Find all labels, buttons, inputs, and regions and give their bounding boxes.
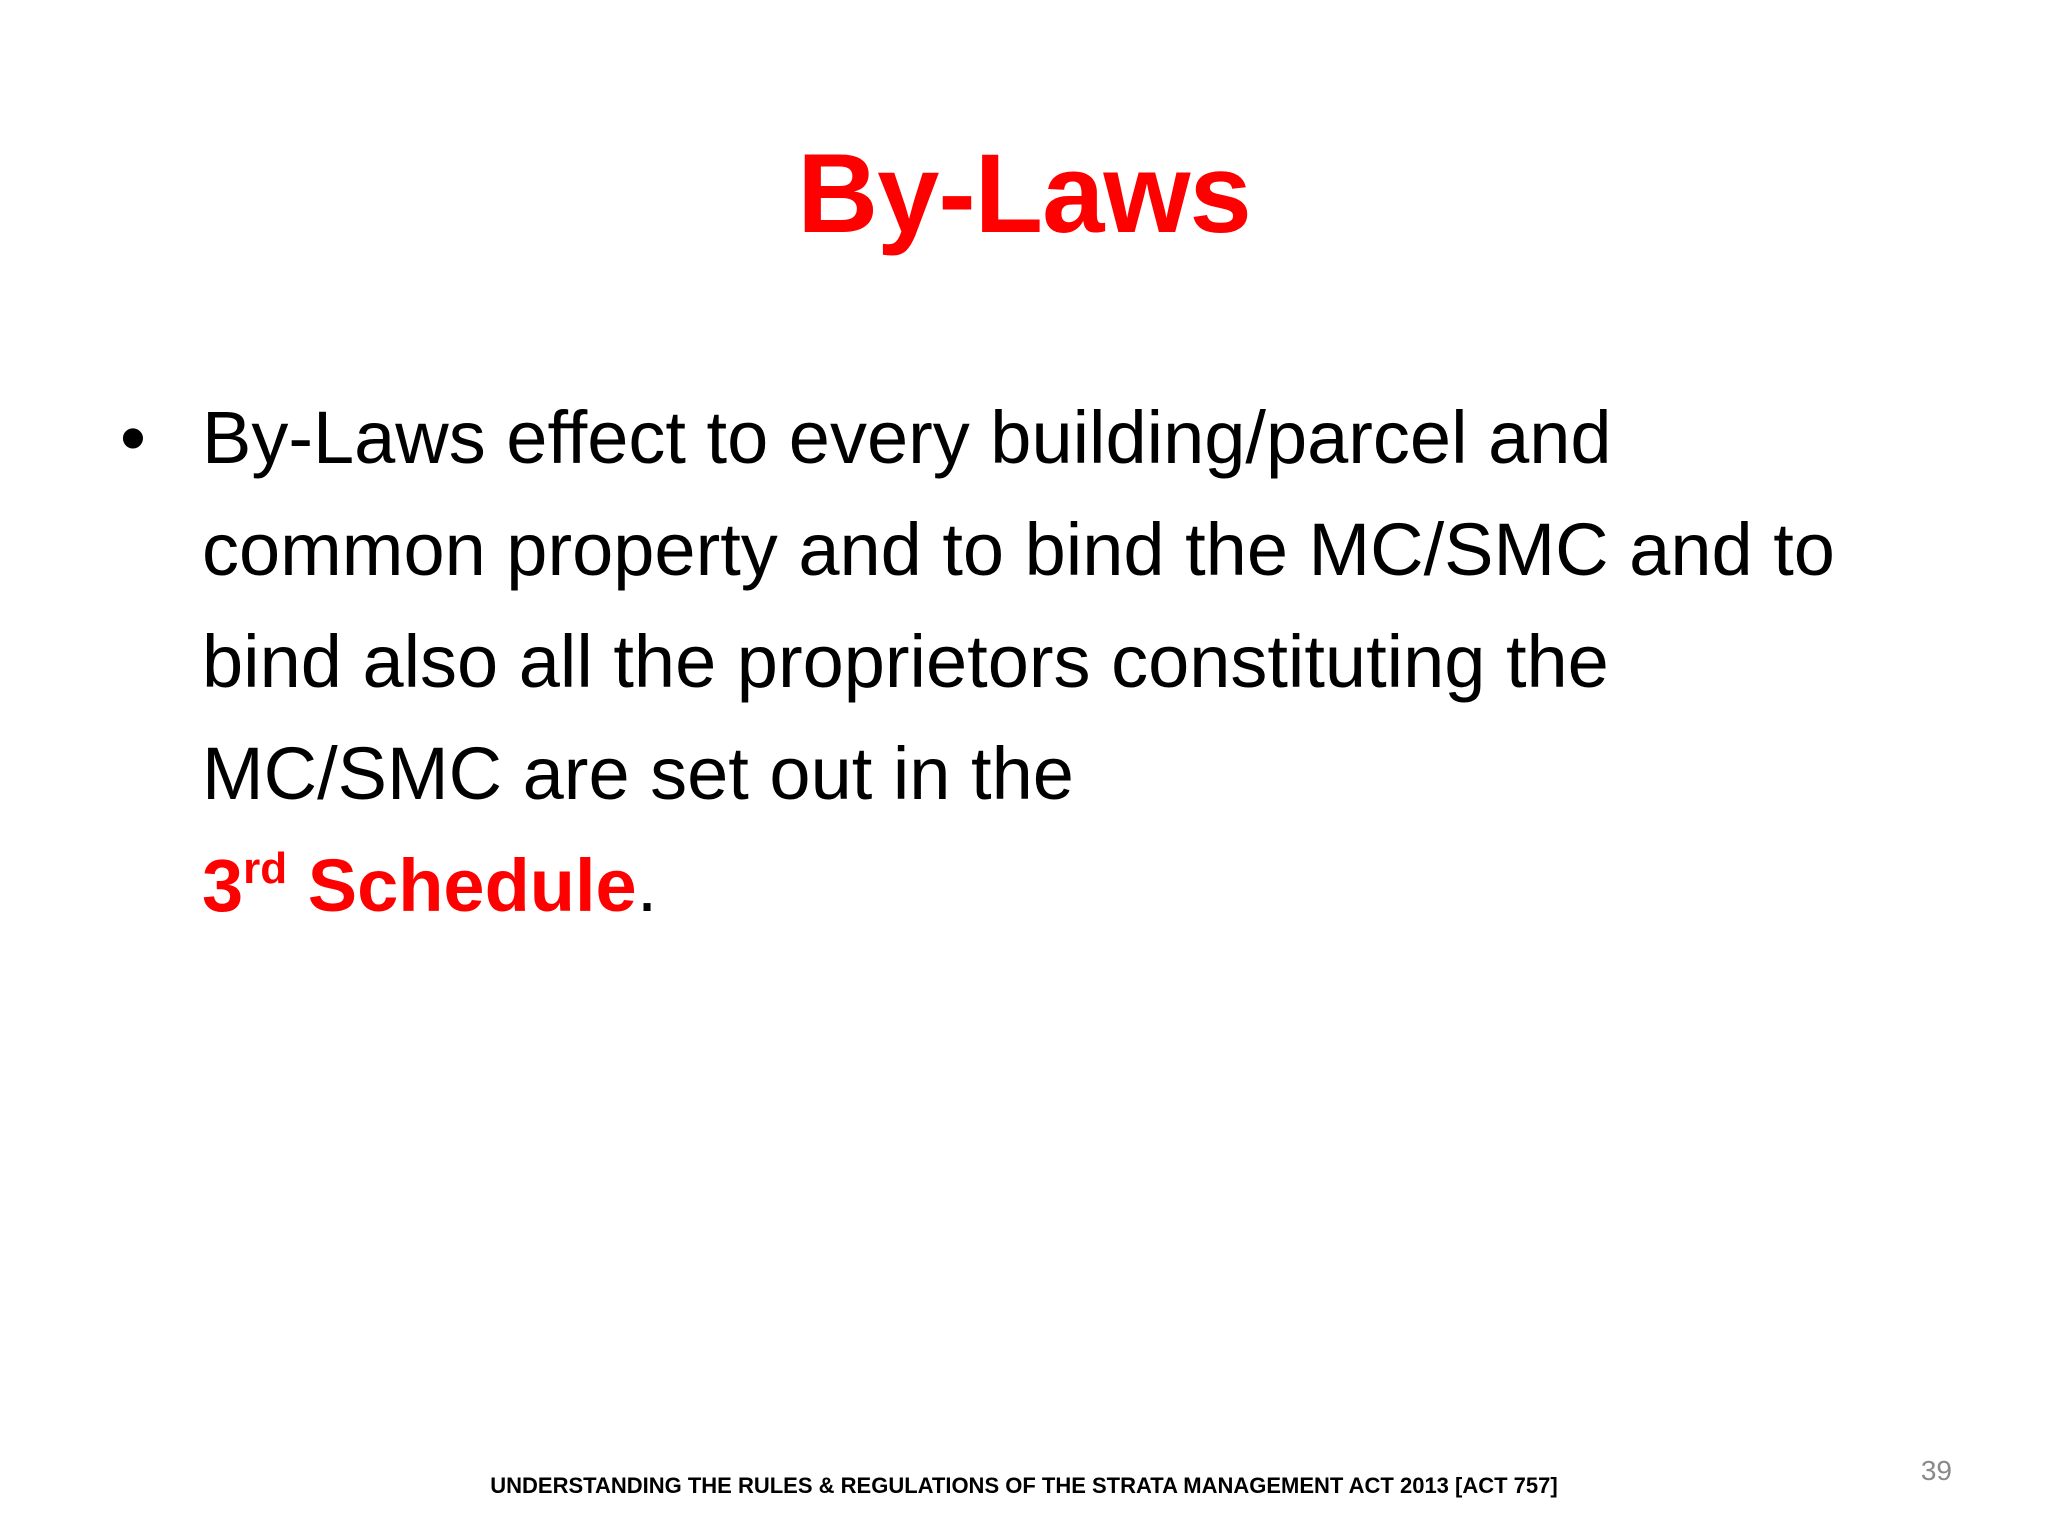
schedule-ordinal-suffix: rd [243, 844, 288, 893]
bullet-icon: • [120, 396, 146, 479]
schedule-highlight [202, 844, 637, 927]
sentence-end: . [636, 844, 658, 927]
slide-footer: UNDERSTANDING THE RULES & REGULATIONS OF THE STRATA MANAGEMENT ACT 2013 [ACT 757] [490, 1473, 1558, 1498]
schedule-word: Schedule [307, 844, 637, 927]
slide-title: By-Laws [797, 131, 1251, 256]
schedule-number: 3 [202, 844, 244, 927]
bullet-text [202, 382, 1902, 942]
bullet-main-text: By-Laws effect to every building/parcel and common property and to bind the MC/SMC and to bind also all the proprietors constituting the MC/SMC are set out in the [202, 396, 1835, 815]
slide-number: 39 [1920, 1455, 1952, 1486]
